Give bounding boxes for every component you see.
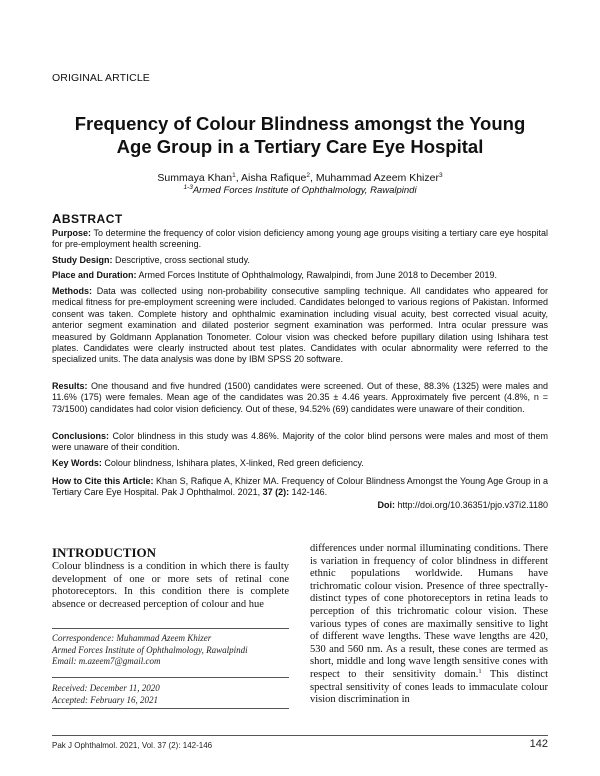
reference-marker: 1 <box>478 667 482 675</box>
affiliation-sup: 1-3 <box>183 184 193 191</box>
abstract-place: Place and Duration: Armed Forces Institute of Ophthalmology, Rawalpindi, from June 2018 to December 2019. <box>52 270 498 280</box>
introduction-right-column: differences under normal illuminating conditions. There is variation in frequency of color blindness in different ethnic populations worldwide. Humans have trichromatic colour vision. Presence of three spectrally-distinct types of cone photoreceptors in retina leads to perception of this trichromatic colour vision. These various types of cones are maximally sensitive to light of different wave lengths. These wave lengths are 420, 530 and 560 nm. As a result, these cones are termed as short, middle and long wave length sensitive cones with respect to their sensitivity domain.$^1$ This distinct spectral sensitivity of cones leads to immaculate colour vision discrimination in <box>310 543 548 706</box>
dates-bottom-divider <box>52 708 289 709</box>
dates-divider <box>52 677 289 678</box>
abstract-design: Study Design: Descriptive, cross sectional study. <box>52 255 250 265</box>
footer-divider <box>52 735 548 736</box>
author-sup: 3 <box>438 172 443 179</box>
abstract-results: Results: One thousand and five hundred (1500) candidates were screened. Out of these, 88.3% (1325) were males and 11.6% (175) were females. Mean age of the candidates was 20.35 ± 4.46 years. Approximately five percent (4.8%, n = 73/1500) candidates had color vision deficiency. Out of these, 94.52% (69) candidates were unaware of their condition. <box>52 381 548 414</box>
abstract-keywords: Key Words: Colour blindness, Ishihara plates, X-linked, Red green deficiency. <box>52 458 364 468</box>
introduction-left-column: Colour blindness is a condition in which there is faulty development of one or more sets of retinal cone photoreceptors. In this condition there is complete absence or decreased perception of colour and hue <box>52 561 289 610</box>
author-sup: 1 <box>232 172 236 179</box>
author-list: Summaya Khan$^1$, Aisha Rafique$^2$, Muhammad Azeem Khizer$^3$ <box>157 172 443 184</box>
affiliation-text: Armed Forces Institute of Ophthalmology, Rawalpindi <box>192 185 417 196</box>
correspondence-divider <box>52 628 289 629</box>
author-name: Summaya Khan <box>157 172 233 184</box>
citation: How to Cite this Article: Khan S, Rafique A, Khizer MA. Frequency of Colour Blindness Amongst the Young Age Group in a Tertiary Care Eye Hospital. Pak J Ophthalmol. 2021, 37 (2): 142-146. <box>52 476 548 498</box>
page-number: 142 <box>529 738 548 750</box>
footer-journal: Pak J Ophthalmol. 2021, Vol. 37 (2): 142-146 <box>52 741 213 750</box>
author-name: Aisha Rafique <box>241 172 307 184</box>
author-name: Muhammad Azeem Khizer <box>315 172 439 184</box>
author-sup: 2 <box>306 172 310 179</box>
title-line-2: Age Group in a Tertiary Care Eye Hospital <box>116 136 484 157</box>
abstract-purpose: Purpose: To determine the frequency of color vision deficiency among young age groups visiting a tertiary care eye hospital for pre-employment health screening. <box>52 228 548 250</box>
abstract-methods: Methods: Data was collected using non-probability consecutive sampling technique. All candidates who appeared for medical fitness for pre-employment screening were included. Candidates belonged to various regions of Pakistan. Informed consent was taken. Complete history and ophthalmic examination including visual acuity, best corrected visual acuity, anterior segment examination and dilated posterior segment examination was performed. Intra ocular pressure was measured by Goldmann Applanation Tonometer. Colour vision was checked before pupillary dilation using Ishihara test plates. Candidates were clearly instructed about test plates. Candidates with ocular abnormality were referred to the specialized units. The data analysis was done by IBM SPSS 20 software. <box>52 286 548 365</box>
abstract-heading: ABSTRACT <box>52 211 123 226</box>
article-title <box>40 112 560 158</box>
title-line-1: Frequency of Colour Blindness amongst the Young <box>74 113 526 134</box>
introduction-heading: INTRODUCTION <box>52 545 157 560</box>
correspondence-email[interactable]: Email: m.azeem7@gmail.com <box>52 656 161 666</box>
abstract-conclusions: Conclusions: Color blindness in this study was 4.86%. Majority of the color blind persons were males and most of them were unaware of their condition. <box>52 431 548 453</box>
doi-link[interactable]: http://doi.org/10.36351/pjo.v37i2.1180 <box>397 500 548 510</box>
article-type-label: ORIGINAL ARTICLE <box>52 72 150 84</box>
correspondence-block: Correspondence: Muhammad Azeem Khizer Armed Forces Institute of Ophthalmology, Rawalpindi Email: m.azeem7@gmail.com <box>52 633 289 668</box>
affiliation <box>0 185 600 197</box>
citation-doi: Doi: http://doi.org/10.36351/pjo.v37i2.1180 <box>377 500 548 510</box>
dates-block: Received: December 11, 2020 Accepted: February 16, 2021 <box>52 683 160 705</box>
